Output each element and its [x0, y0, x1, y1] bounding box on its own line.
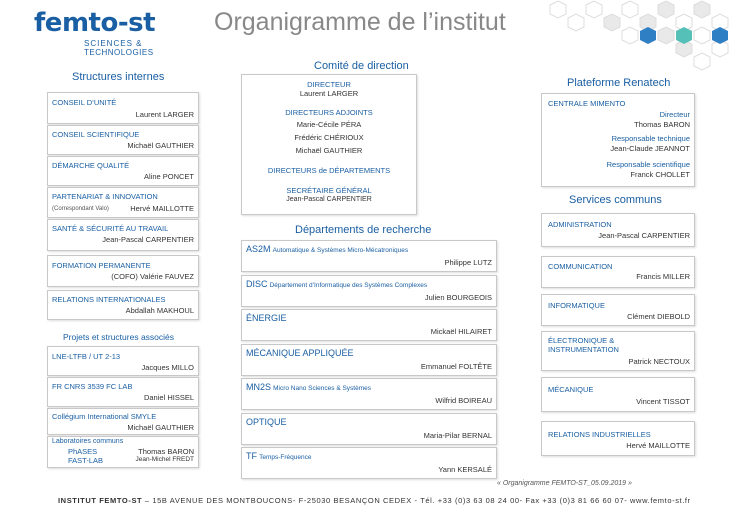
services-title: Services communs [569, 194, 662, 206]
dept-person: Maria-Pilar BERNAL [423, 431, 492, 440]
structure-person: Hervé MAILLOTTE [130, 204, 194, 213]
structure-conseil-scientifique [47, 125, 199, 155]
service-label: RELATIONS INDUSTRIELLES [548, 430, 651, 439]
structure-sante-securite [47, 219, 199, 251]
service-person: Hervé MAILLOTTE [626, 441, 690, 450]
service-label: ADMINISTRATION [548, 220, 612, 229]
footer-address: – 15B AVENUE DES MONTBOUCONS- F-25030 BESANÇON CEDEX - Tél. +33 (0)3 63 08 24 00- Fax +33 (0)3 81 66 60 07- www.femto-st.fr [142, 496, 691, 505]
structure-conseil-unite [47, 92, 199, 124]
dept-energie [241, 309, 497, 341]
service-person: Jean-Pascal CARPENTIER [598, 231, 690, 240]
labs-title: Laboratoires communs [52, 438, 124, 445]
structure-person: Laurent LARGER [135, 110, 194, 119]
projet-fclab [47, 377, 199, 407]
dept-code: MÉCANIQUE APPLIQUÉE [246, 348, 354, 358]
structure-label: CONSEIL SCIENTIFIQUE [52, 130, 140, 139]
lab-name: FAST-LAB [68, 456, 104, 465]
comite-box [241, 74, 417, 215]
footer-institute: INSTITUT FEMTO-ST [58, 496, 143, 505]
structure-label: CONSEIL D’UNITÉ [52, 98, 117, 107]
renatech-role: Directeur [659, 110, 690, 119]
renatech-person: Jean-Claude JEANNOT [610, 144, 690, 153]
dept-code: MN2S [246, 382, 272, 392]
service-electronique [541, 331, 695, 371]
structure-note: (Correspondant Valo) [52, 206, 109, 212]
sg-label: SECRÉTAIRE GÉNÉRAL [286, 186, 372, 195]
logo-text: femto-st [34, 8, 156, 38]
service-mecanique [541, 377, 695, 412]
service-communication [541, 256, 695, 288]
renatech-person: Franck CHOLLET [630, 170, 690, 179]
structure-person: (COFO) Valérie FAUVEZ [111, 272, 194, 281]
page-title: Organigramme de l’institut [214, 8, 506, 36]
dept-code: DISC [246, 279, 268, 289]
renatech-box [541, 93, 695, 187]
lab-person: Thomas BARON [138, 447, 194, 456]
dept-code: TF [246, 451, 257, 461]
structure-relations-internationales [47, 290, 199, 320]
structure-label: RELATIONS INTERNATIONALES [52, 295, 166, 304]
directeur-person: Laurent LARGER [299, 89, 359, 98]
dept-desc: Micro Nano Sciences & Systèmes [273, 385, 372, 392]
structure-label: PARTENARIAT & INNOVATION [52, 192, 158, 201]
service-relations-industrielles [541, 421, 695, 456]
service-label: INFORMATIQUE [548, 301, 605, 310]
hexagon-pattern-icon [540, 0, 736, 80]
structure-person: Michaël GAUTHIER [127, 141, 194, 150]
sg-person: Jean-Pascal CARPENTIER [286, 196, 372, 203]
service-informatique [541, 294, 695, 326]
laboratoires-communs [47, 436, 199, 468]
dept-directors-label: DIRECTEURS de DÉPARTEMENTS [267, 166, 391, 175]
dept-person: Philippe LUTZ [444, 258, 492, 267]
adjoint-person: Marie-Cécile PÉRA [296, 120, 362, 129]
dept-desc: Automatique & Systèmes Micro-Mécatroniques [272, 247, 409, 254]
comite-title: Comité de direction [314, 60, 409, 72]
projet-person: Jacques MILLO [141, 363, 194, 372]
projet-label: LNE-LTFB / UT 2-13 [52, 352, 121, 361]
service-label: MÉCANIQUE [548, 385, 594, 394]
projet-label: FR CNRS 3539 FC LAB [52, 382, 133, 391]
projet-person: Michaël GAUTHIER [127, 423, 194, 432]
logo-subtitle-1: SCIENCES & [84, 39, 143, 48]
projets-title: Projets et structures associés [63, 332, 175, 342]
projet-person: Daniel HISSEL [143, 393, 194, 402]
footer [58, 496, 691, 505]
renatech-person: Thomas BARON [634, 120, 690, 129]
dept-disc [241, 275, 497, 307]
service-label: ÉLECTRONIQUE & [548, 336, 615, 345]
dept-person: Yann KERSALÉ [438, 465, 492, 474]
structure-label: SANTÉ & SÉCURITÉ AU TRAVAIL [52, 224, 169, 233]
dept-tf [241, 447, 497, 479]
renatech-label: CENTRALE MIMENTO [548, 99, 626, 108]
structure-formation [47, 255, 199, 287]
dept-mn2s [241, 378, 497, 410]
document-reference: « Organigramme FEMTO-ST_05.09.2019 » [497, 480, 632, 487]
structure-label: DÉMARCHE QUALITÉ [52, 161, 130, 170]
service-person: Vincent TISSOT [636, 397, 690, 406]
departements-title: Départements de recherche [295, 224, 432, 236]
projet-smyle [47, 408, 199, 435]
adjoints-label: DIRECTEURS ADJOINTS [285, 108, 373, 117]
service-person: Francis MILLER [636, 272, 690, 281]
dept-code: ÉNERGIE [246, 313, 287, 323]
adjoint-person: Michaël GAUTHIER [295, 146, 363, 155]
dept-optique [241, 413, 497, 445]
service-administration [541, 213, 695, 247]
service-person: Clément DIEBOLD [627, 312, 690, 321]
structure-person: Jean-Pascal CARPENTIER [102, 235, 194, 244]
structures-title: Structures internes [72, 71, 165, 83]
logo-subtitle-2: TECHNOLOGIES [84, 48, 154, 57]
structure-label: FORMATION PERMANENTE [52, 261, 151, 270]
adjoint-person: Frédéric CHÉRIOUX [294, 133, 364, 142]
service-person: Patrick NECTOUX [628, 357, 690, 366]
renatech-role: Responsable scientifique [606, 160, 690, 169]
dept-person: Emmanuel FOLTÊTE [420, 362, 492, 371]
renatech-role: Responsable technique [611, 134, 690, 143]
dept-desc: Temps-Fréquence [259, 454, 312, 461]
directeur-label: DIRECTEUR [307, 80, 351, 89]
service-label: COMMUNICATION [548, 262, 613, 271]
dept-desc: Département d’Informatique des Systèmes Complexes [269, 282, 428, 289]
structure-partenariat [47, 187, 199, 218]
renatech-title: Plateforme Renatech [567, 77, 671, 89]
projet-lne [47, 346, 199, 376]
structure-person: Aline PONCET [143, 172, 194, 181]
dept-person: Julien BOURGEOIS [424, 293, 492, 302]
dept-person: Mickaël HILAIRET [430, 327, 492, 336]
projet-label: Collégium International SMYLE [52, 412, 157, 421]
dept-as2m [241, 240, 497, 272]
lab-name: PhASES [68, 447, 98, 456]
dept-code: AS2M [246, 244, 271, 254]
structure-demarche-qualite [47, 156, 199, 186]
dept-person: Wilfrid BOIREAU [435, 396, 492, 405]
structure-person: Abdallah MAKHOUL [125, 306, 194, 315]
lab-person: Jean-Michel FREDT [135, 456, 194, 463]
dept-mecanique [241, 344, 497, 376]
dept-code: OPTIQUE [246, 417, 287, 427]
service-label-2: INSTRUMENTATION [548, 345, 619, 354]
